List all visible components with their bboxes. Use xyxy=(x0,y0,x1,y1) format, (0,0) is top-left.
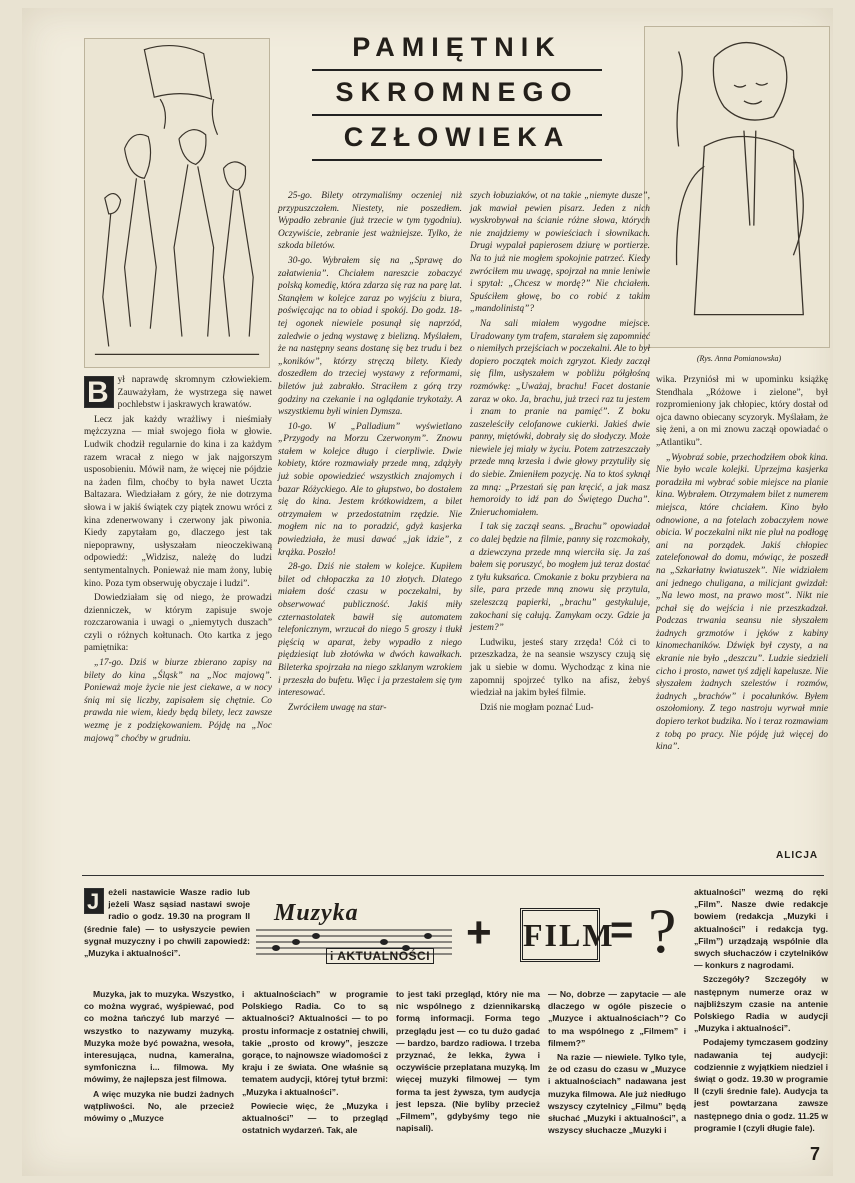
diary-entry-25: 25-go. Bilety otrzymaliśmy oczeniej niż przypuszczałem. Niestety, nie poszedłem. Wypadło zebranie (już trzecie w tym tygodniu). Oczywiście, zebranie jest ważniejsze. Tylko, że szkoda biletów. xyxy=(278,191,462,252)
question-paragraph: — No, dobrze — zapytacie — ale dlaczego w ogóle piszecie o „Muzyce i aktualnościach”? Co to ma wspólnego z „Filmem” i filmem?” xyxy=(548,989,686,1048)
cinema-crowd-illustration xyxy=(84,38,270,368)
answer-paragraph: Na razie — niewiele. Tylko tyle, że od czasu do czasu w „Muzyce i aktualnościach” nadawana jest muzyka filmowa. Ale już niedługo wszyscy czytelnicy „Filmu” będą słuchać „Muzyki i aktualności”, a wszyscy słuchacze „Muzyki i xyxy=(548,1052,686,1136)
music-paragraph: Muzyka, jak to muzyka. Wszystko, co można wygrać, wyśpiewać, pod co można tańczyć lub marzyć — wszystko to nazywamy muzyką. Muzyka może być poważna, wesoła, interesująca, nudna, kameralna, symfoniczna i... filmowa. My mówimy, że najlepsza jest filmowa. xyxy=(84,989,234,1085)
muzyka-aktualnosci-logo xyxy=(256,900,452,966)
title-line-1: PAMIĘTNIK xyxy=(352,32,562,62)
col3-paragraph-1: szych łobuziaków, ot na takie „niemyte dusze”, jak mawiał pewien pisarz. Jeden z nich wyskrobywał na ścianie różne słowa, których nie znajdziemy w powieściach i słownikach. Drugi wypalał papierosem dziurę w portierze. Na to już nie mogłem spokojnie patrzeć. Kiedy zwróciłem mu uwagę, spojrzał na mnie leniwie i spytał: „Chcesz w mordę?” Nie chciałem. Spuściłem głowę, bo co robić z takim „mandolinistą”? xyxy=(470,191,650,315)
crowd-sketch xyxy=(85,39,269,367)
intro-paragraph-3: Dowiedziałam się od niego, że prowadzi dzienniczek, w którym zapisuje swoje rozczarowania i uwagi o „niemytych duszach” czyli o różnych kołtunach. Oto kartka z jego pamiętnika: xyxy=(84,593,272,654)
equals-sign: = xyxy=(610,908,634,952)
diary-entry-28: 28-go. Dziś nie stałem w kolejce. Kupiłem bilet od chłopaczka za 10 złotych. Dlatego miałem dość czasu w poczekalni, by obserwować publiczność. Jakiś miły czternastolatek bawił się automatem telefonicznym, wrzucał do niego 5 groszy i tłukł pięścią w aparat, żeby wypadło z niego piędziesiąt lub złotówka w dwóch kawałkach. Bileterka spojrzała na niego szklanym wzrokiem i przeszła do bufetu. Więc i ja przestałem się tym interesować. xyxy=(278,562,462,699)
question-mark: ? xyxy=(648,895,677,966)
logo-muzyka-text: Muzyka xyxy=(274,900,359,926)
author-signature: ALICJA xyxy=(776,850,819,861)
illustration-caption: (Rys. Anna Pomianowska) xyxy=(696,354,782,363)
radio-intro-text: eżeli nastawicie Wasze radio lub jeżeli Wasz sąsiad nastawi swoje radio o godz. 19.30 na program II (średnie fale) — to usłyszycie pewien sygnał muzyczny i po chwili zapowiedź: „Muzyka i aktualności”. xyxy=(84,887,250,959)
review-paragraph: to jest taki przegląd, który nie ma nic wspólnego z dziennikarską formą informacji. Forma tego przeglądu jest — co tu dużo gadać — bardzo, bardzo radiowa. I trzeba przyznać, że lekka, żywa i oczywiście przeplatana muzyką. Im więcej muzyki filmowej — tym forma ta jest żywsza, tym audycja jest lepsza. (Nie byliby przecież „Filmem”, gdybyśmy tego nie napisali). xyxy=(396,989,540,1134)
col3-paragraph-5: Dziś nie mogłam poznać Lud- xyxy=(480,702,594,713)
bottom-column-1 xyxy=(84,988,234,1126)
diary-entry-17: „17-go. Dziś w biurze zbierano zapisy na bilety do kina „Śląsk” na „Noc majową”. Ponieważ moje życie nie jest ciekawe, a w nocy śnią mi się liczby, zapisałem się chętnie. Co prawda nie wiem, kiedy będą bilety, lecz zawsze wezmę je z podziękowaniem. Pójdę na „Noc majową” choćby w grudniu. xyxy=(84,658,272,744)
title-line-3: CZŁOWIEKA xyxy=(343,122,571,152)
contest-announcement xyxy=(694,886,828,1136)
magazine-page xyxy=(22,8,833,1176)
logo-aktualnosci-text: i AKTUALNOŚCI xyxy=(326,948,434,964)
section-divider xyxy=(82,875,824,876)
film-logo: FILM xyxy=(520,908,600,962)
details-paragraph: Szczegóły? Szczegóły w następnym numerze oraz w najbliższym czasie na antenie Polskiego Radia w audycji „Muzyka i aktualności”. xyxy=(694,974,828,1034)
diary-entry-30: 30-go. Wybrałem się na „Sprawę do załatwienia”. Chciałem nareszcie zobaczyć polską komedię, która zdarza się raz na parę lat. Stanąłem w kolejce zaraz po wyjściu z biura, poświęcając na to obiad i spokój. Do godz. 18-tej ogonek niewiele posunął się naprzód, zaledwie o jedną wystawę z bielizną. Myślałem, że na następny seans dostanę się bez trudu i bez „koników”, którzy stręczą bilety. Kiedy doszedłem do trzeciej wystawy z reformami, biletów już zabrakło. Straciłem z górą trzy godziny na czekanie i na oglądanie trykotaży. A wszystkiemu byłi winien Dymsza. xyxy=(278,255,462,418)
title-line-2: SKROMNEGO xyxy=(335,77,579,107)
contest-text: aktualności” wezmą do ręki „Film”. Nasze dwie redakcje bowiem (redakcja „Muzyki i aktualności” i redakcja tyg. „Film”) urządzają wspólnie dla swych słuchaczów i czytelników — konkurs z nagrodami. xyxy=(694,887,828,971)
article-column-2 xyxy=(278,190,462,716)
news-paragraph-2: Powiecie więc, że „Muzyka i aktualności” — to przegląd ostatnich wydarzeń. Tak, ale xyxy=(242,1100,388,1136)
man-sketch xyxy=(645,27,829,347)
schedule-paragraph: Podajemy tymczasem godziny nadawania tej audycji: codziennie z wyjątkiem niedziel i świąt o godz. 19.30 w programie II (czyli średnie fale). Audycja ta jest powtarzana zawsze następnego dnia o godz. 11.25 w programie I (czyli długie fale). xyxy=(694,1037,828,1133)
col3-paragraph-3: I tak się zaczął seans. „Brachu” opowiadał co dalej będzie na filmie, panny się rozcmokały, a dziewczyna przede mną wierciła się. Ja zaś bałem się poruszyć, bo mogłem już teraz dostać z tyłu kuksańca. Cmokanie z boku przybiera na sile, para przede mną znowu się przytula, szeleszczą papierki, „brachu” gestykuluje, zakochani się całują. Zamykam oczy. Gdzie ja jestem?” xyxy=(470,522,650,634)
article-title xyxy=(298,26,616,168)
music-paragraph-2: A więc muzyka nie budzi żadnych wątpliwości. No, ale przecież mówimy o „Muzyce xyxy=(84,1088,234,1124)
news-paragraph: i aktualnościach” w programie Polskiego Radia. Co to są aktualności? Aktualności — to po prostu informacje z ostatniej chwili, takie „prosto od krowy”, jeszcze gorące, to najnowsze wiadomości z kraju i ze świata. One właśnie są tematem audycji, której tytuł brzmi: „Muzyka i aktualności”. xyxy=(242,989,388,1097)
col3-paragraph-2: Na sali miałem wygodne miejsce. Uradowany tym trafem, starałem się zapomnieć o niemiłych przejściach w poczekalni. Ale to był dopiero początek moich zgryzot. Kiedy zaczął się film, usłyszałem w pobliżu półgłośną rozmówkę: „Uważaj, brachu! Facet dostanie zaraz w oko. Ja, brachu, już trzeci raz tu jestem i znam to pranie na pamięć”. Z boku zaszeleściły celofanowe cukierki. Jakieś dwie panny, miętówki, dobrały się do słodyczy. Może niewiele jej miały w życiu. Potem zatrzeszczały przede mną krzesła i dwie głowy przytuliły się do siebie. Zmieniłem pozycję. Na to ktoś syknął za mną: „Przestań się pan kręcić, a jak masz hemoroidy to idź pan do Świętego Ducha”. Znieruchomiałem. xyxy=(470,318,650,518)
col4-paragraph-2: „Wyobraź sobie, przechodziłem obok kina. Nie było wcale kolejki. Uprzejma kasjerka poradziła mi wybrać sobie miejsce na planie kina. Wybrałem. Otrzymałem bilet z numerem miejsca, które chciałem. Kino było odnowione, a na fotelach zobaczyłem nowe obicia. W poczekalni nikt nie pluł na podłogę ani na porządek. Jakiś chłopiec zatelefonował do domu, mówiąc, że poszedł na „Szkarłatny kwiatuszek”. Nie widziałem ani jednego chuligana, a milicjant gwizdał: „Na lewo most, na prawo most”. Nikt nie pchał się do wejścia i nie przeszkadzał. Podczas trwania seansu nie słyszałem żadnych grzmotów i jęków z kabiny kinomechaników. Dźwięk był czysty, a na ekranie nie było „deszczu”. Ludzie siedzieli cicho i prosto, nawet tyś zdjęli kapelusze. Nie słyszałem żadnych szelestów i rozmów, żadnych „brachów” i pocałunków. Byłem oszołomiony. Z tego nastroju wyrwał mnie dopiero terkot budzika. No i teraz rozmawiam z tobą po pracy. Nie pójdę już więcej do kina”. xyxy=(656,452,828,753)
intro-paragraph-2: Lecz jak każdy wrażliwy i nieśmiały mężczyzna — miał swojego fioła w głowie. Ludwik chodził regularnie do kina i za każdym razem wracał z niego w jak najgorszym usposobieniu. Mówił nam, że więcej nie pójdzie na żaden film, choćby to była nawet Uczta Baltazara. Wiedziałam z góry, że nie dotrzyma słowa i w jakiś świątek czy piątek znowu wróci z kina zdenerwowany i czerwony jak piwonia. Kiedy zapytałam go, dlaczego jest tak niepoprawny, usłyszałam nieoczekiwaną odpowiedź: „Widzisz, należę do ludzi sentymentalnych. Ponieważ nie mam żony, lubię kino. Poza tym obserwuję obyczaje i ludzi”. xyxy=(84,414,272,589)
article-column-1 xyxy=(84,374,272,747)
bottom-column-2 xyxy=(242,988,388,1138)
bottom-column-4 xyxy=(548,988,686,1138)
plus-sign: + xyxy=(466,908,492,957)
col4-paragraph-1: wika. Przyniósł mi w upominku książkę Stendhala „Różowe i zielone”, był rozpromieniony jak chłopiec, który dostał od ojca dawno obiecany scyzoryk. Myślałam, że się żeni, a on mi znowu zaczął opowiadać o „Atlantiku”. xyxy=(656,375,828,448)
diary-entry-10: 10-go. W „Palladium” wyświetlano „Przygody na Morzu Czerwonym”. Znowu stałem w kolejce długo i cierpliwie. Dwie kobiety, które rozmawiały przede mną, zdążyły już sobie opowiedzieć wszystkich znajomych i bazar Różyckiego. Ale to głupstwo, bo dostałem się do kina. Jestem krótkowidzem, a bilet otrzymałem w przedostatnim rzędzie. Nie mogłem nic na to poradzić, gdyż kasjerka powiedziała, że musi dawać „jak idzie”, z krążka. Poszło! xyxy=(278,421,462,558)
title-divider xyxy=(312,159,602,161)
intro-paragraph-1: B ył naprawdę skromnym człowiekiem. Zauważyłam, że wystrzega się nawet pochlebstw i jaskrawych krawatów. xyxy=(84,374,272,412)
smoking-man-illustration xyxy=(644,26,830,348)
bottom-column-3 xyxy=(396,988,540,1136)
drop-cap: B xyxy=(84,376,114,408)
radio-intro xyxy=(84,886,250,961)
article-column-4 xyxy=(656,374,828,756)
drop-cap: J xyxy=(84,888,104,914)
col3-paragraph-4: Ludwiku, jesteś stary zrzęda! Cóż ci to przeszkadza, że na seansie wszyscy czują się jak u siebie w domu. Wychodząc z kina nie zapomnij spojrzeć tylko na afisz, żebyś wiedział na jakim byłeś filmie. xyxy=(470,637,650,699)
article-column-3 xyxy=(470,190,650,716)
diary-continued: Zwróciłem uwagę na star- xyxy=(288,702,387,713)
page-number: 7 xyxy=(810,1144,821,1164)
